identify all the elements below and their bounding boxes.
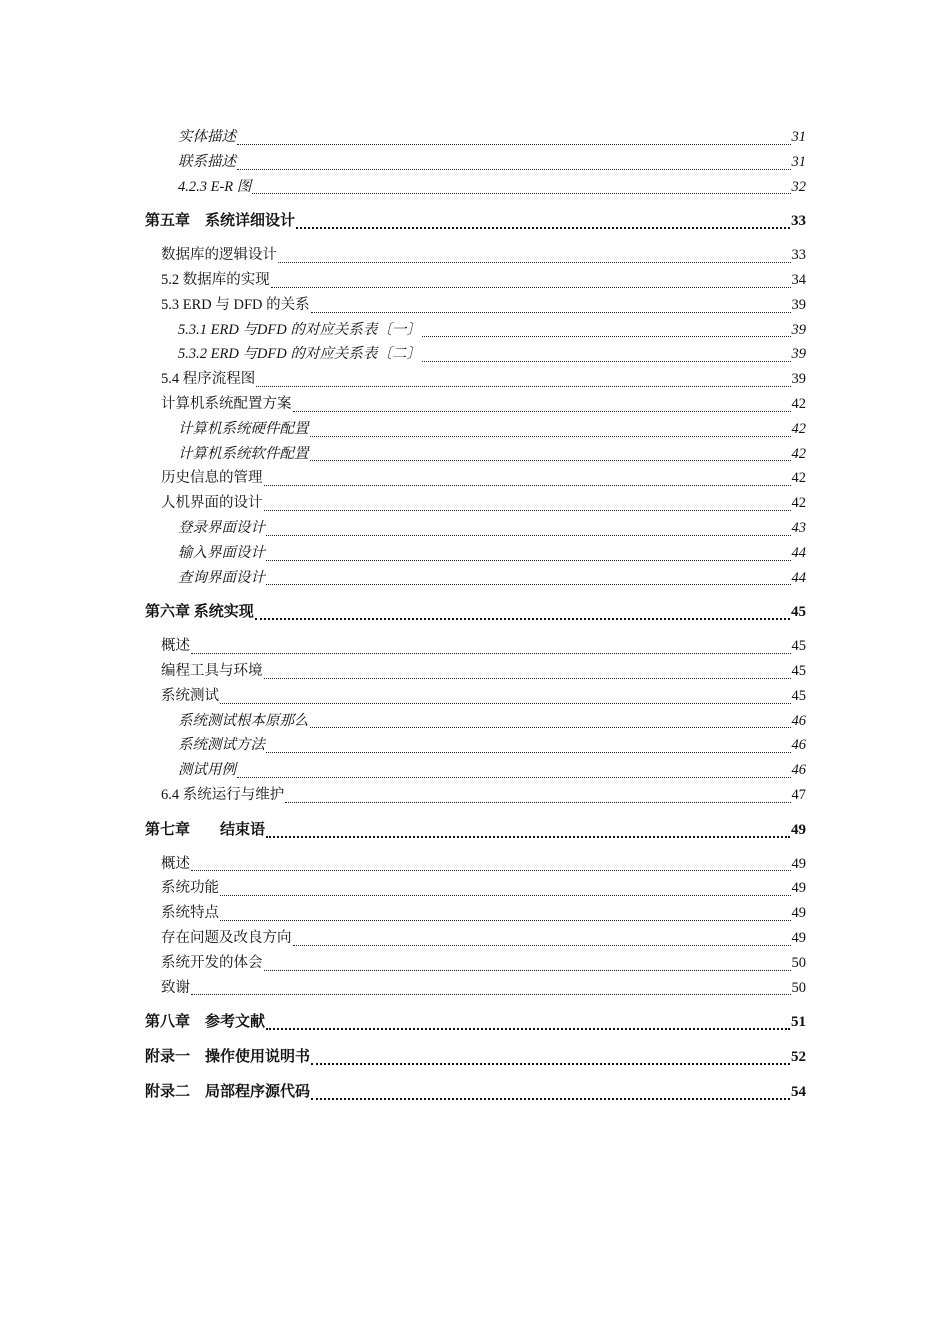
toc-dot-leader bbox=[311, 1080, 790, 1100]
toc-entry-title: 实体描述 bbox=[178, 129, 236, 145]
toc-entry-title: 存在问题及改良方向 bbox=[161, 929, 292, 946]
toc-subsection-entry[interactable] bbox=[145, 417, 806, 442]
toc-entry-page-number: 42 bbox=[791, 495, 806, 512]
toc-dot-leader bbox=[266, 517, 791, 536]
toc-section-entry[interactable] bbox=[145, 951, 806, 976]
toc-entry-title: 人机界面的设计 bbox=[161, 495, 263, 512]
toc-entry-title: 系统特点 bbox=[161, 905, 219, 922]
toc-dot-leader bbox=[191, 852, 791, 871]
toc-section-entry[interactable] bbox=[145, 466, 806, 491]
toc-entry-page-number: 32 bbox=[791, 178, 806, 195]
toc-dot-leader bbox=[220, 877, 791, 896]
toc-dot-leader bbox=[310, 709, 791, 728]
toc-entry-page-number: 50 bbox=[791, 979, 806, 996]
toc-entry-page-number: 45 bbox=[791, 687, 806, 704]
toc-dot-leader bbox=[278, 244, 791, 263]
toc-entry-page-number: 33 bbox=[791, 213, 806, 230]
toc-entry-title: 5.3.2 ERD 与DFD 的对应关系表〔二〕 bbox=[178, 346, 421, 363]
toc-section-entry[interactable] bbox=[145, 852, 806, 877]
toc-entry-page-number: 42 bbox=[791, 470, 806, 487]
toc-section-entry[interactable] bbox=[145, 367, 806, 392]
toc-subsection-entry[interactable] bbox=[145, 566, 806, 591]
toc-dot-leader bbox=[285, 784, 790, 803]
toc-subsection-entry[interactable] bbox=[145, 733, 806, 758]
toc-dot-leader bbox=[264, 660, 791, 679]
toc-entry-title: 查询界面设计 bbox=[178, 569, 265, 586]
toc-entry-page-number: 42 bbox=[791, 445, 806, 462]
toc-entry-page-number: 49 bbox=[791, 929, 806, 946]
toc-dot-leader bbox=[264, 952, 791, 971]
toc-chapter-entry[interactable] bbox=[145, 1045, 806, 1070]
toc-dot-leader bbox=[220, 902, 791, 921]
toc-entry-page-number: 33 bbox=[791, 247, 806, 264]
toc-entry-title: 数据库的逻辑设计 bbox=[161, 247, 277, 264]
toc-dot-leader bbox=[237, 126, 791, 145]
toc-subsection-entry[interactable] bbox=[145, 150, 806, 175]
toc-entry-page-number: 45 bbox=[791, 604, 806, 621]
toc-dot-leader bbox=[422, 343, 791, 362]
toc-dot-leader bbox=[293, 927, 791, 946]
toc-entry-title: 系统测试 bbox=[161, 687, 219, 704]
toc-dot-leader bbox=[266, 818, 790, 838]
toc-entry-title: 计算机系统配置方案 bbox=[161, 395, 292, 412]
toc-entry-page-number: 46 bbox=[791, 737, 806, 754]
toc-entry-title: 5.4 程序流程图 bbox=[161, 371, 256, 388]
table-of-contents bbox=[145, 125, 806, 1114]
toc-subsection-entry[interactable] bbox=[145, 709, 806, 734]
toc-entry-title: 概述 bbox=[161, 638, 190, 655]
toc-entry-page-number: 39 bbox=[791, 296, 806, 313]
toc-entry-title: 联系描述 bbox=[178, 153, 236, 170]
toc-entry-page-number: 49 bbox=[791, 905, 806, 922]
toc-entry-page-number: 51 bbox=[791, 1014, 806, 1031]
toc-entry-page-number: 49 bbox=[791, 821, 806, 838]
toc-entry-title: 第八章 参考文献 bbox=[145, 1014, 266, 1031]
toc-entry-page-number: 42 bbox=[791, 395, 806, 412]
toc-dot-leader bbox=[237, 759, 791, 778]
toc-dot-leader bbox=[266, 1010, 790, 1030]
toc-entry-title: 输入界面设计 bbox=[178, 544, 265, 561]
toc-dot-leader bbox=[237, 151, 791, 170]
toc-entry-page-number: 52 bbox=[791, 1049, 806, 1066]
toc-section-entry[interactable] bbox=[145, 901, 806, 926]
toc-entry-page-number: 44 bbox=[791, 544, 806, 561]
toc-entry-page-number: 39 bbox=[791, 346, 806, 363]
toc-entry-title: 编程工具与环境 bbox=[161, 662, 263, 679]
toc-entry-page-number: 31 bbox=[791, 153, 806, 170]
toc-entry-page-number: 39 bbox=[791, 371, 806, 388]
toc-entry-title: 系统测试方法 bbox=[178, 737, 265, 754]
toc-dot-leader bbox=[311, 294, 791, 313]
toc-entry-title: 计算机系统硬件配置 bbox=[178, 420, 309, 437]
toc-entry-title: 测试用例 bbox=[178, 762, 236, 779]
toc-dot-leader bbox=[311, 1045, 790, 1065]
toc-section-entry[interactable] bbox=[145, 293, 806, 318]
toc-subsection-entry[interactable] bbox=[145, 442, 806, 467]
toc-subsection-entry[interactable] bbox=[145, 541, 806, 566]
toc-entry-page-number: 42 bbox=[791, 420, 806, 437]
toc-entry-page-number: 45 bbox=[791, 638, 806, 655]
toc-chapter-entry[interactable] bbox=[145, 209, 806, 234]
toc-subsection-entry[interactable] bbox=[145, 516, 806, 541]
toc-entry-page-number: 46 bbox=[791, 762, 806, 779]
toc-dot-leader bbox=[256, 368, 790, 387]
toc-section-entry[interactable] bbox=[145, 634, 806, 659]
toc-dot-leader bbox=[422, 318, 791, 337]
toc-subsection-entry[interactable] bbox=[145, 758, 806, 783]
toc-entry-page-number: 34 bbox=[791, 271, 806, 288]
toc-chapter-entry[interactable] bbox=[145, 1080, 806, 1105]
toc-entry-title: 系统测试根本原那么 bbox=[178, 712, 309, 729]
toc-chapter-entry[interactable] bbox=[145, 818, 806, 843]
toc-dot-leader bbox=[255, 600, 790, 620]
toc-dot-leader bbox=[266, 542, 791, 561]
toc-entry-title: 5.3 ERD 与 DFD 的关系 bbox=[161, 296, 310, 313]
toc-subsection-entry[interactable] bbox=[145, 342, 806, 367]
toc-entry-page-number: 54 bbox=[791, 1083, 806, 1100]
toc-subsection-entry[interactable] bbox=[145, 125, 806, 150]
toc-entry-title: 第七章 结束语 bbox=[145, 821, 266, 838]
toc-dot-leader bbox=[310, 418, 791, 437]
toc-entry-title: 附录二 局部程序源代码 bbox=[145, 1083, 311, 1100]
toc-section-entry[interactable] bbox=[145, 243, 806, 268]
toc-dot-leader bbox=[293, 393, 791, 412]
toc-dot-leader bbox=[264, 492, 791, 511]
toc-dot-leader bbox=[266, 566, 791, 585]
toc-section-entry[interactable] bbox=[145, 268, 806, 293]
toc-entry-title: 概述 bbox=[161, 855, 190, 872]
toc-entry-title: 历史信息的管理 bbox=[161, 470, 263, 487]
toc-dot-leader bbox=[252, 175, 790, 194]
toc-section-entry[interactable] bbox=[145, 491, 806, 516]
toc-entry-title: 系统功能 bbox=[161, 880, 219, 897]
toc-section-entry[interactable] bbox=[145, 684, 806, 709]
toc-section-entry[interactable] bbox=[145, 876, 806, 901]
toc-dot-leader bbox=[264, 467, 791, 486]
toc-section-entry[interactable] bbox=[145, 659, 806, 684]
toc-dot-leader bbox=[266, 734, 791, 753]
toc-entry-page-number: 49 bbox=[791, 880, 806, 897]
toc-section-entry[interactable] bbox=[145, 783, 806, 808]
toc-entry-page-number: 49 bbox=[791, 855, 806, 872]
toc-section-entry[interactable] bbox=[145, 976, 806, 1001]
toc-entry-title: 系统开发的体会 bbox=[161, 954, 263, 971]
toc-subsection-entry[interactable] bbox=[145, 175, 806, 200]
toc-entry-page-number: 47 bbox=[791, 786, 806, 803]
toc-entry-page-number: 50 bbox=[791, 954, 806, 971]
toc-entry-title: 登录界面设计 bbox=[178, 519, 265, 536]
toc-chapter-entry[interactable] bbox=[145, 1010, 806, 1035]
toc-entry-title: 计算机系统软件配置 bbox=[178, 445, 309, 462]
toc-dot-leader bbox=[220, 685, 791, 704]
toc-entry-title: 致谢 bbox=[161, 979, 190, 996]
toc-entry-page-number: 31 bbox=[791, 129, 806, 145]
toc-entry-page-number: 46 bbox=[791, 712, 806, 729]
toc-dot-leader bbox=[191, 976, 791, 995]
toc-entry-title: 5.2 数据库的实现 bbox=[161, 271, 270, 288]
toc-chapter-entry[interactable] bbox=[145, 600, 806, 625]
toc-dot-leader bbox=[191, 635, 791, 654]
toc-section-entry[interactable] bbox=[145, 392, 806, 417]
toc-entry-title: 6.4 系统运行与维护 bbox=[161, 786, 285, 803]
toc-entry-title: 第五章 系统详细设计 bbox=[145, 213, 296, 230]
toc-section-entry[interactable] bbox=[145, 926, 806, 951]
toc-entry-title: 4.2.3 E-R 图 bbox=[178, 178, 252, 195]
toc-entry-page-number: 44 bbox=[791, 569, 806, 586]
toc-entry-page-number: 43 bbox=[791, 519, 806, 536]
toc-entry-page-number: 45 bbox=[791, 662, 806, 679]
toc-entry-title: 5.3.1 ERD 与DFD 的对应关系表〔一〕 bbox=[178, 321, 421, 338]
toc-subsection-entry[interactable] bbox=[145, 318, 806, 343]
toc-dot-leader bbox=[271, 269, 791, 288]
toc-entry-title: 第六章 系统实现 bbox=[145, 604, 254, 621]
toc-dot-leader bbox=[296, 209, 790, 229]
toc-dot-leader bbox=[310, 442, 791, 461]
toc-entry-title: 附录一 操作使用说明书 bbox=[145, 1049, 311, 1066]
toc-entry-page-number: 39 bbox=[791, 321, 806, 338]
